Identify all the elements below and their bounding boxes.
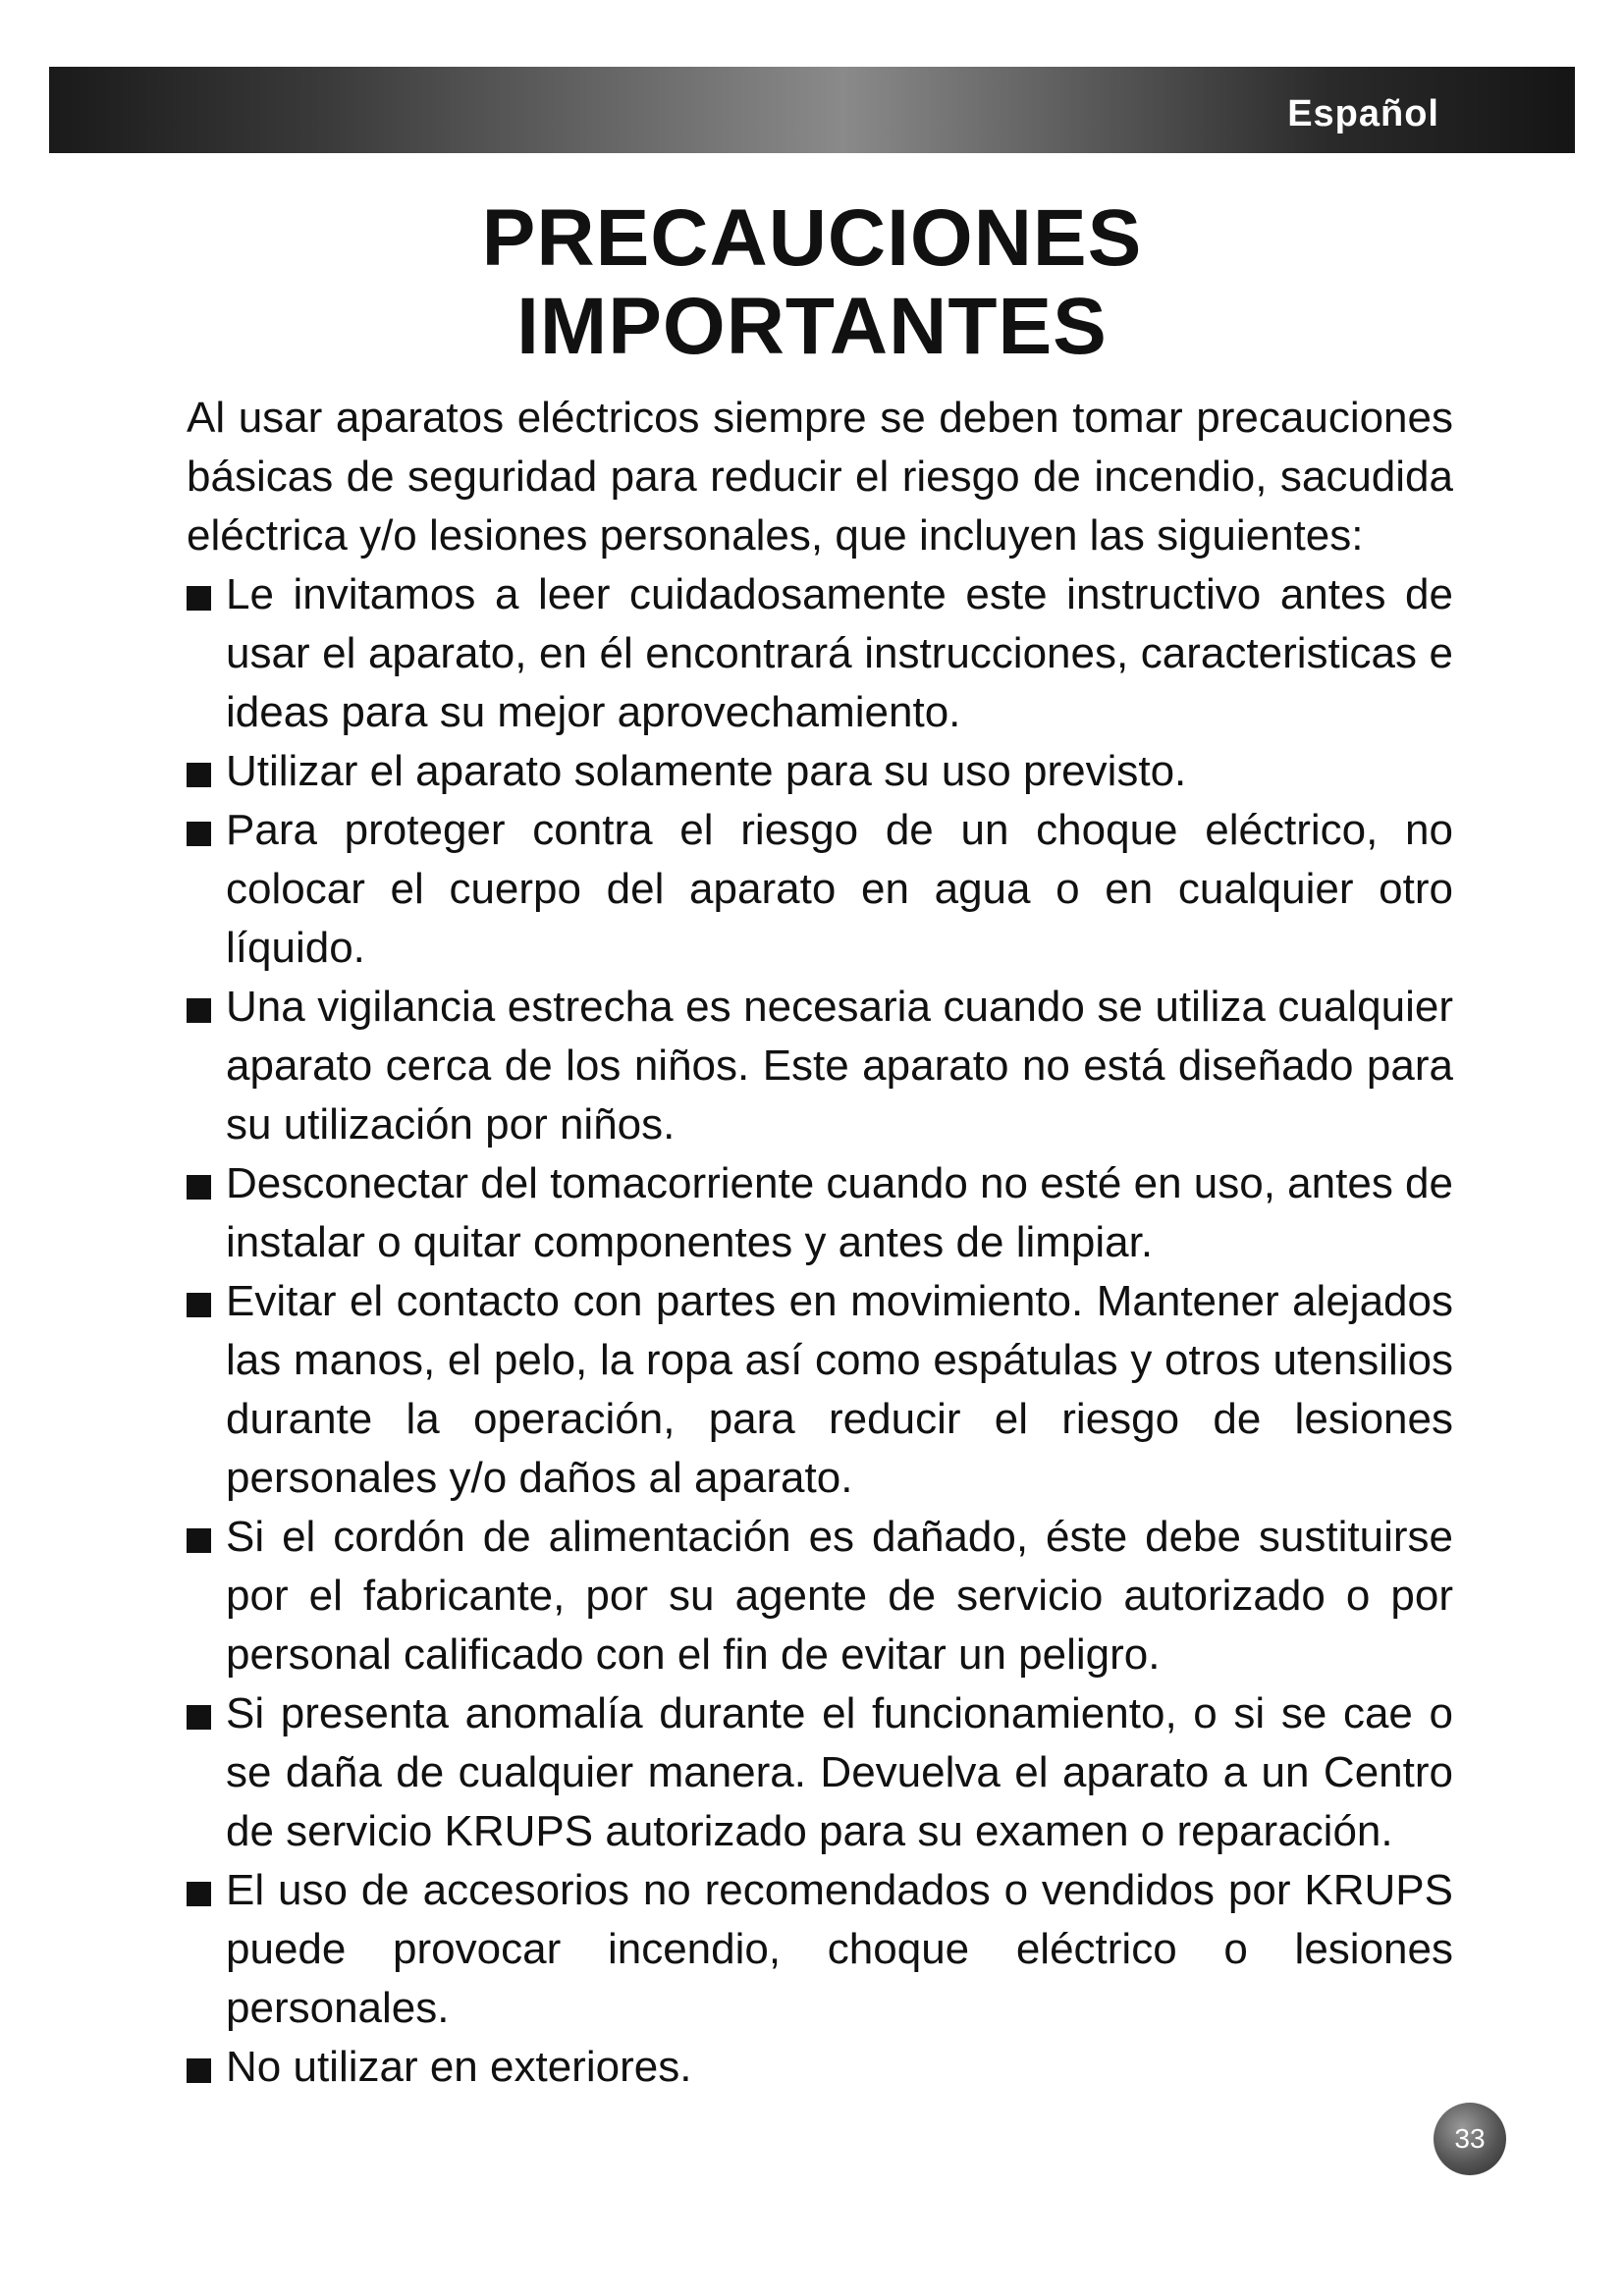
list-item: [187, 978, 1453, 1154]
page-title-line-1: PRECAUCIONES: [481, 193, 1143, 283]
square-bullet-icon: [187, 822, 211, 846]
list-item-text: Si presenta anomalía durante el funcionamiento, o si se cae o se daña de cualquier manera. Devuelva el aparato a un Centro de servicio KRUPS autorizado para su examen o reparación.: [226, 1689, 1453, 1855]
language-label: Español: [1287, 93, 1439, 134]
square-bullet-icon: [187, 998, 211, 1023]
list-item-text: Le invitamos a leer cuidadosamente este instructivo antes de usar el aparato, en él encontrará instrucciones, caracteristicas e ideas para su mejor aprovechamiento.: [226, 570, 1453, 736]
list-item-text: No utilizar en exteriores.: [226, 2043, 692, 2091]
list-item: [187, 2038, 1453, 2097]
language-header-bar: [49, 67, 1575, 153]
list-item: [187, 565, 1453, 742]
square-bullet-icon: [187, 1882, 211, 1906]
list-item-text: Una vigilancia estrecha es necesaria cuando se utiliza cualquier aparato cerca de los niños. Este aparato no está diseñado para su utilización por niños.: [226, 983, 1453, 1148]
precautions-content: [187, 389, 1453, 2097]
precautions-list: [187, 565, 1453, 2097]
list-item: [187, 1684, 1453, 1861]
list-item-text: Utilizar el aparato solamente para su uso previsto.: [226, 747, 1187, 795]
list-item-text: El uso de accesorios no recomendados o vendidos por KRUPS puede provocar incendio, choque eléctrico o lesiones personales.: [226, 1866, 1453, 2032]
list-item: [187, 801, 1453, 978]
list-item: [187, 1508, 1453, 1684]
intro-paragraph: Al usar aparatos eléctricos siempre se deben tomar precauciones básicas de seguridad para reducir el riesgo de incendio, sacudida eléctrica y/o lesiones personales, que incluyen las siguientes:: [187, 394, 1453, 560]
square-bullet-icon: [187, 1175, 211, 1200]
square-bullet-icon: [187, 1293, 211, 1317]
square-bullet-icon: [187, 586, 211, 611]
list-item-text: Si el cordón de alimentación es dañado, éste debe sustituirse por el fabricante, por su agente de servicio autorizado o por personal calificado con el fin de evitar un peligro.: [226, 1513, 1453, 1679]
list-item: [187, 1154, 1453, 1272]
page-number-badge: 33: [1434, 2103, 1506, 2175]
page-title-line-2: IMPORTANTES: [516, 282, 1108, 371]
square-bullet-icon: [187, 763, 211, 787]
square-bullet-icon: [187, 2058, 211, 2083]
list-item-text: Desconectar del tomacorriente cuando no esté en uso, antes de instalar o quitar componentes y antes de limpiar.: [226, 1159, 1453, 1266]
list-item: [187, 1272, 1453, 1508]
page-title: [0, 194, 1624, 371]
list-item-text: Para proteger contra el riesgo de un choque eléctrico, no colocar el cuerpo del aparato en agua o en cualquier otro líquido.: [226, 806, 1453, 972]
square-bullet-icon: [187, 1528, 211, 1553]
list-item: [187, 742, 1453, 801]
square-bullet-icon: [187, 1705, 211, 1730]
list-item: [187, 1861, 1453, 2038]
list-item-text: Evitar el contacto con partes en movimiento. Mantener alejados las manos, el pelo, la ropa así como espátulas y otros utensilios durante la operación, para reducir el riesgo de lesiones personales y/o daños al aparato.: [226, 1277, 1453, 1502]
